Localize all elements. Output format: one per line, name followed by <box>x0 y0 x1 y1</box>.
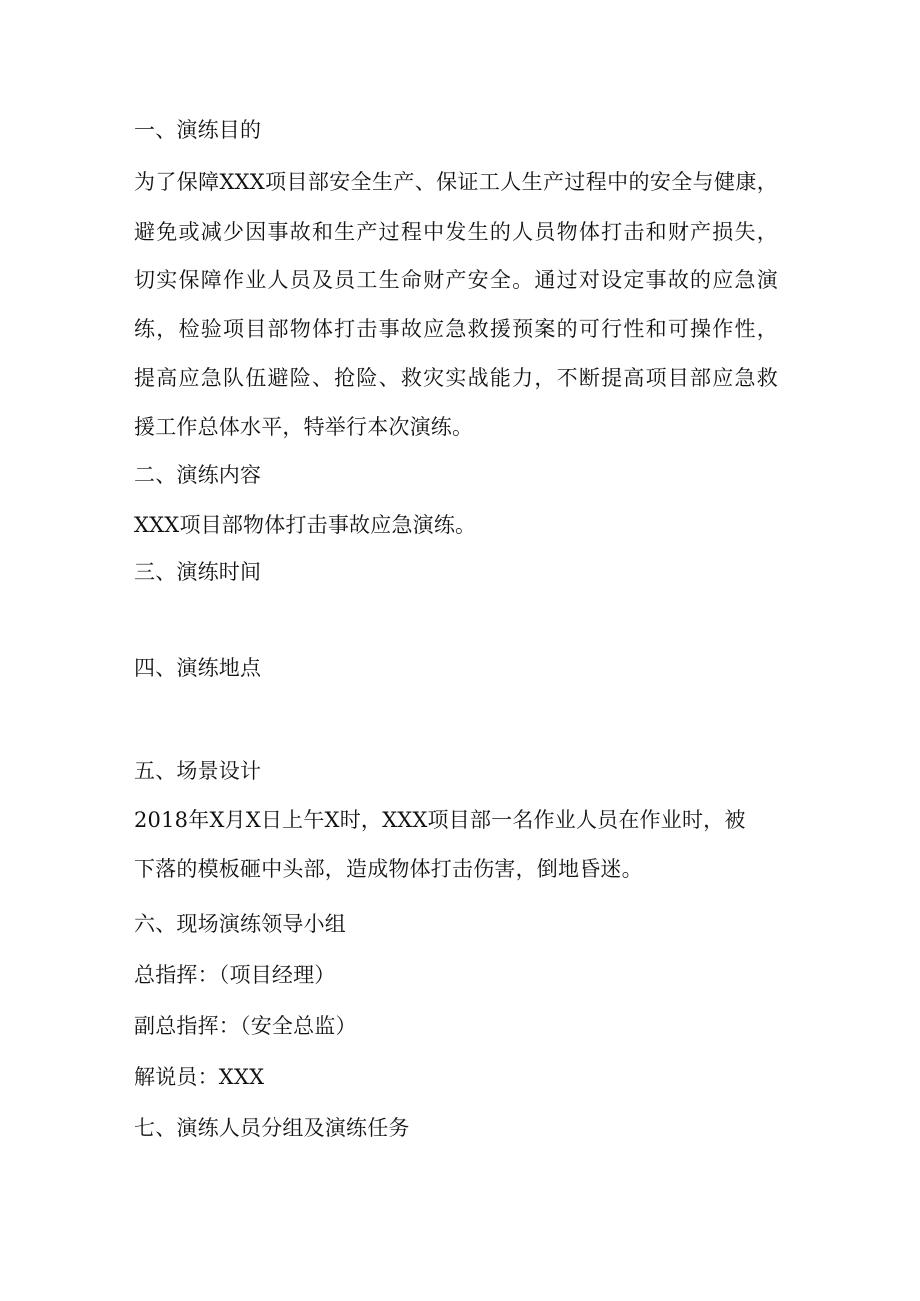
section-1-paragraph-line: 练，检验项目部物体打击事故应急救援预案的可行性和可操作性， <box>134 317 778 341</box>
section-7-heading: 七、演练人员分组及演练任务 <box>134 1116 410 1140</box>
section-1-paragraph-line: 避免或减少因事故和生产过程中发生的人员物体打击和财产损失， <box>134 220 778 244</box>
section-1-heading: 一、演练目的 <box>134 118 262 142</box>
section-5-paragraph-line: 下落的模板砸中头部，造成物体打击伤害，倒地昏迷。 <box>134 857 643 881</box>
section-1-paragraph-line: 援工作总体水平，特举行本次演练。 <box>134 415 474 439</box>
section-5-paragraph-line: 2018年X月X日上午X时，XXX项目部一名作业人员在作业时，被 <box>134 808 746 832</box>
section-5-heading: 五、场景设计 <box>134 759 262 783</box>
section-1-paragraph-line: 切实保障作业人员及员工生命财产安全。通过对设定事故的应急演 <box>134 268 778 292</box>
section-1-paragraph-line: 提高应急队伍避险、抢险、救灾实战能力，不断提高项目部应急救 <box>134 366 778 390</box>
section-2-text: XXX项目部物体打击事故应急演练。 <box>134 513 477 537</box>
section-6-heading: 六、现场演练领导小组 <box>134 912 346 936</box>
narrator-line: 解说员：XXX <box>134 1065 265 1089</box>
commander-line: 总指挥：（项目经理） <box>134 963 336 987</box>
section-1-paragraph-line: 为了保障XXX项目部安全生产、保证工人生产过程中的安全与健康， <box>134 170 778 194</box>
section-2-heading: 二、演练内容 <box>134 463 262 487</box>
section-4-heading: 四、演练地点 <box>134 656 262 680</box>
deputy-commander-line: 副总指挥：（安全总监） <box>134 1014 357 1038</box>
section-3-heading: 三、演练时间 <box>134 560 262 584</box>
